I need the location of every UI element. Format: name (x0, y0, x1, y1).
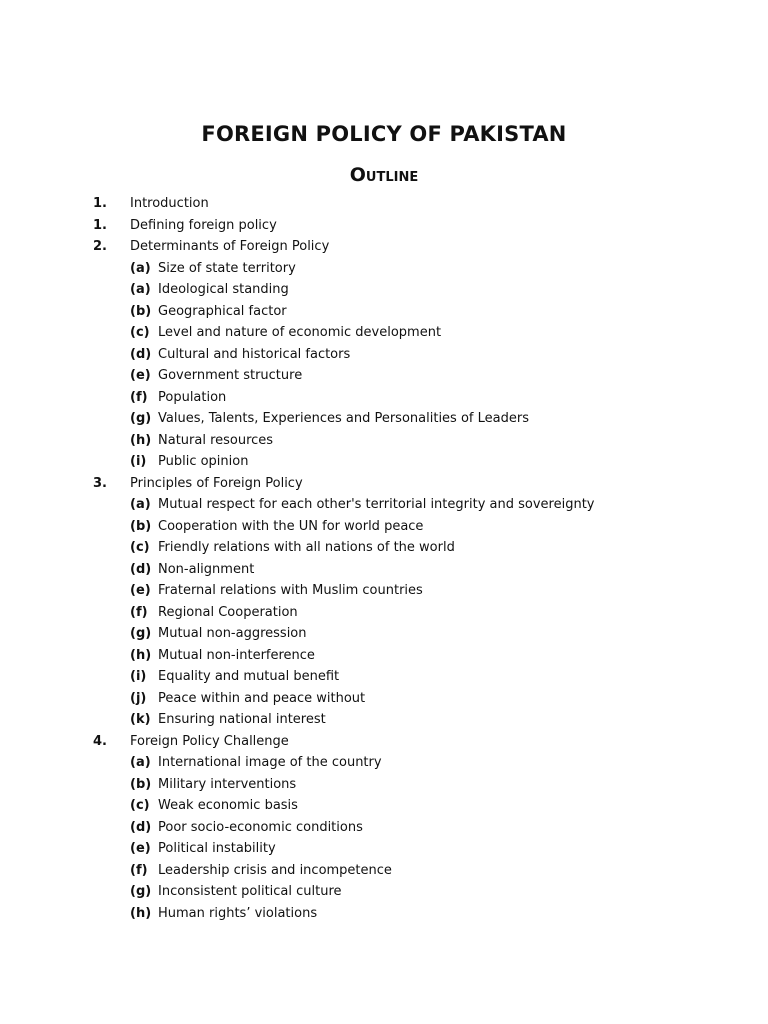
outline-subitem (0, 817, 768, 839)
section-number: 3. (93, 475, 107, 491)
subitem-text: Inconsistent political culture (158, 884, 342, 899)
subitem-marker: (b) (130, 776, 152, 792)
subitem-text: Cooperation with the UN for world peace (158, 518, 424, 534)
subitem-marker: (f) (130, 389, 148, 405)
outline-subitem (0, 666, 768, 688)
subitem-marker: (h) (130, 432, 152, 448)
outline-subitem (0, 301, 768, 323)
outline-list (0, 193, 768, 924)
subitem-marker: (g) (130, 411, 152, 426)
subitem-marker: (f) (130, 604, 148, 620)
outline-subitem (0, 903, 768, 925)
subitem-marker: (d) (130, 561, 152, 577)
subitem-marker: (d) (130, 819, 152, 835)
subitem-text: Government structure (158, 368, 303, 383)
outline-subitem (0, 559, 768, 581)
subitem-marker: (h) (130, 647, 152, 663)
subitem-text: Fraternal relations with Muslim countries (158, 583, 423, 598)
subitem-text: Mutual non-aggression (158, 626, 307, 641)
subitem-marker: (e) (130, 368, 151, 383)
outline-subitem (0, 451, 768, 473)
subitem-text: Values, Talents, Experiences and Personalities of Leaders (158, 411, 529, 426)
outline-subitem (0, 838, 768, 860)
outline-subitem (0, 602, 768, 624)
subitem-marker: (i) (130, 454, 147, 469)
subitem-text: Leadership crisis and incompetence (158, 862, 392, 878)
subitem-marker: (b) (130, 518, 152, 534)
section-title: Introduction (130, 196, 209, 211)
outline-subitem (0, 774, 768, 796)
section-number: 4. (93, 733, 107, 749)
section-number: 1. (93, 196, 107, 211)
subitem-marker: (c) (130, 540, 150, 555)
subitem-text: Cultural and historical factors (158, 346, 351, 362)
subitem-text: Peace within and peace without (158, 690, 366, 706)
outline-subitem (0, 881, 768, 903)
subitem-text: Mutual non-interference (158, 647, 315, 663)
subitem-text: Non-alignment (158, 561, 255, 577)
outline-subitem (0, 408, 768, 430)
subitem-marker: (d) (130, 346, 152, 362)
outline-section (0, 473, 768, 495)
outline-subitem (0, 709, 768, 731)
subitem-text: Poor socio-economic conditions (158, 819, 363, 835)
subitem-text: Human rights’ violations (158, 905, 318, 921)
subitem-marker: (g) (130, 884, 152, 899)
subitem-marker: (i) (130, 669, 147, 684)
outline-subitem (0, 645, 768, 667)
subitem-text: Ensuring national interest (158, 712, 326, 727)
subitem-marker: (c) (130, 325, 150, 340)
outline-subitem (0, 430, 768, 452)
subitem-marker: (a) (130, 282, 151, 297)
outline-section (0, 193, 768, 215)
outline-subitem (0, 279, 768, 301)
subitem-text: Military interventions (158, 776, 297, 792)
subitem-text: Level and nature of economic development (158, 325, 442, 340)
outline-subitem (0, 344, 768, 366)
outline-subitem (0, 494, 768, 516)
outline-subitem (0, 537, 768, 559)
section-number: 1. (93, 217, 107, 233)
outline-subitem (0, 365, 768, 387)
subitem-text: International image of the country (158, 755, 382, 770)
subitem-text: Friendly relations with all nations of the world (158, 540, 455, 555)
section-title: Determinants of Foreign Policy (130, 239, 330, 254)
outline-subitem (0, 688, 768, 710)
section-title: Foreign Policy Challenge (130, 733, 289, 749)
subitem-text: Size of state territory (158, 260, 296, 276)
subitem-marker: (e) (130, 583, 151, 598)
subitem-marker: (a) (130, 755, 151, 770)
outline-heading: Outline (349, 164, 419, 186)
outline-subitem (0, 322, 768, 344)
section-number: 2. (93, 239, 107, 254)
outline-subitem (0, 623, 768, 645)
outline-subitem (0, 580, 768, 602)
subitem-marker: (c) (130, 798, 150, 813)
subitem-text: Regional Cooperation (158, 604, 298, 620)
section-title: Principles of Foreign Policy (130, 475, 303, 491)
outline-subitem (0, 860, 768, 882)
subitem-marker: (f) (130, 862, 148, 878)
subitem-marker: (b) (130, 303, 152, 319)
subitem-marker: (k) (130, 712, 151, 727)
outline-subitem (0, 752, 768, 774)
subitem-text: Public opinion (158, 454, 249, 469)
outline-section (0, 731, 768, 753)
outline-subitem (0, 795, 768, 817)
subitem-text: Population (158, 389, 227, 405)
outline-section (0, 215, 768, 237)
subitem-text: Equality and mutual benefit (158, 669, 340, 684)
outline-section (0, 236, 768, 258)
subitem-text: Geographical factor (158, 303, 287, 319)
subitem-marker: (e) (130, 841, 151, 856)
subitem-marker: (j) (130, 690, 147, 706)
subitem-text: Mutual respect for each other's territorial integrity and sovereignty (158, 497, 595, 512)
subitem-text: Ideological standing (158, 282, 289, 297)
outline-subitem (0, 516, 768, 538)
section-title: Defining foreign policy (130, 217, 277, 233)
subitem-marker: (g) (130, 626, 152, 641)
outline-subitem (0, 258, 768, 280)
document-title: FOREIGN POLICY OF PAKISTAN (201, 122, 567, 146)
subitem-marker: (a) (130, 497, 151, 512)
subitem-marker: (h) (130, 905, 152, 921)
subitem-text: Weak economic basis (158, 798, 298, 813)
subitem-text: Political instability (158, 841, 276, 856)
outline-subitem (0, 387, 768, 409)
subitem-text: Natural resources (158, 432, 274, 448)
subitem-marker: (a) (130, 260, 151, 276)
